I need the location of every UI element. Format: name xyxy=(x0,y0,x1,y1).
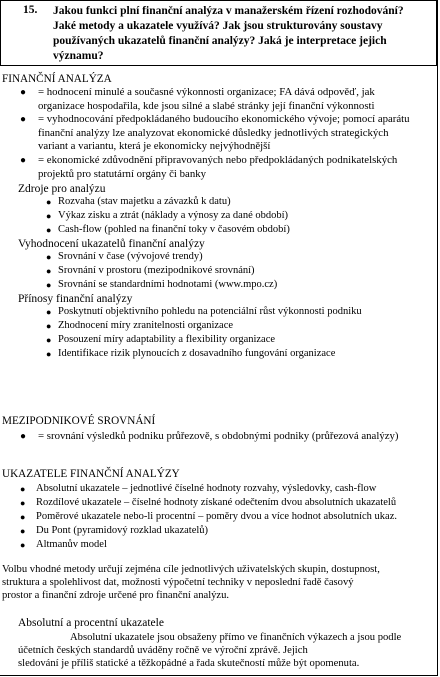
sources-heading: Zdroje pro analýzu xyxy=(18,183,106,195)
line: = vyhodnocování předpokládaného budoucího ekonomického vývoje; pomocí aparátu xyxy=(38,113,410,125)
bullet-icon: ● xyxy=(20,155,27,166)
bullet-icon: ● xyxy=(46,225,52,235)
paragraph xyxy=(2,563,436,603)
line: variant a variantu, která je ekonomicky nejvýhodnější xyxy=(38,140,271,152)
question-box xyxy=(0,0,437,66)
bullet-icon: ● xyxy=(20,484,26,494)
bullet-icon: ● xyxy=(46,335,52,345)
bullet-icon: ● xyxy=(20,498,26,508)
bullet-icon: ● xyxy=(46,321,52,331)
bullet-icon: ● xyxy=(20,512,26,522)
bullet-icon: ● xyxy=(46,211,52,221)
section-heading-fa: FINANČNÍ ANALÝZA xyxy=(2,73,112,85)
bullet-icon: ● xyxy=(46,252,52,262)
bullet-icon: ● xyxy=(46,349,52,359)
line: Volbu vhodné metody určují zejména cíle jednotlivých uživatelských skupin, dostupnost, xyxy=(2,564,380,575)
question-line: významu? xyxy=(53,50,104,62)
bullet-icon: ● xyxy=(20,114,27,125)
line: = ekonomické zdůvodnění připravovaných nebo předpokládaných podnikatelských xyxy=(38,154,398,166)
bullet-icon: ● xyxy=(20,431,27,442)
line: projektů pro statutární orgány či banky xyxy=(38,167,207,180)
line: finanční analýzy lze analyzovat ekonomické důsledky jednotlivých strategických xyxy=(38,126,389,139)
question-line: Jakou funkci plní finanční analýza v manažerském řízení rozhodování? xyxy=(53,5,404,17)
line: prostor a finanční zdroje určené pro finanční analýzu. xyxy=(2,590,230,602)
line: účetních českých standardů uváděny ročně ve výroční zprávě. Jejich xyxy=(18,645,308,657)
bullet-icon: ● xyxy=(20,540,26,550)
section-heading-uk: UKAZATELE FINANČNÍ ANALÝZY xyxy=(2,468,180,480)
line: struktura a spolehlivost dat, možnosti výpočetní techniky v neposlední řadě časový xyxy=(2,577,354,589)
question-number: 15. xyxy=(23,4,38,16)
bullet-icon: ● xyxy=(46,266,52,276)
question-text xyxy=(53,4,435,64)
bullet-icon: ● xyxy=(20,526,26,536)
line: organizace hospodařila, kde jsou silné a slabé stránky její finanční výkonnosti xyxy=(38,99,375,112)
section-heading-mezi: MEZIPODNIKOVÉ SROVNÁNÍ xyxy=(2,415,156,427)
benefits-heading: Přínosy finanční analýzy xyxy=(18,293,133,305)
bullet-icon: ● xyxy=(46,197,52,207)
absolute-heading: Absolutní a procentní ukazatele xyxy=(18,617,164,629)
line: Absolutní ukazatele jsou obsaženy přímo ve finančních výkazech a jsou podle xyxy=(70,632,402,643)
bullet-icon: ● xyxy=(20,87,27,98)
bullet-icon: ● xyxy=(46,307,52,317)
question-line: používaných ukazatelů finanční analýzy? Jaká je interpretace jejich xyxy=(53,35,387,47)
evaluation-heading: Vyhodnocení ukazatelů finanční analýzy xyxy=(18,238,205,250)
paragraph xyxy=(18,631,436,671)
line: = hodnocení minulé a současné výkonnosti organizace; FA dává odpověď, jak xyxy=(38,86,375,98)
document-page: 15. Jakou funkci plní finanční analýza v manažerském řízení rozhodování? Jaké metody a ukazatele využívá? Jak jsou strukturovány soustavy používaných ukazatelů finanční analýzy? Jaká je interpretace jejich významu? FINANČNÍ ANALÝZA ● = hodnocení minulé a současné výkonnosti organizace; FA dává odpověď, jak organizace hospodařila, kde jsou silné a slabé stránky její finanční výkonnosti ● = vyhodnocování předpokládaného budoucího ekonomického vývoje; pomocí aparátu finanční analýzy lze analyzovat ekonomické důsledky jednotlivých strategických variant a variantu, která je ekonomicky nejvýhodnější ● = ekonomické zdůvodnění připravovaných nebo předpokládaných podnikatelských projektů pro statutární orgány či banky Zdroje pro analýzu ● Rozvaha (stav majetku a závazků k datu) ● Výkaz zisku a ztrát (náklady a výnosy za dané období) ● Cash-flow (pohled na finanční toky v časovém období) Vyhodnocení ukazatelů finanční analýzy ● Srovnání v čase (vývojové trendy) ● Srovnání v prostoru (mezipodnikové srovnání) ● Srovnání se standardními hodnotami (www.mpo.cz) Přínosy finanční analýzy ● Poskytnutí objektivního pohledu na potenciální růst výkonnosti podniku ● Zhodnocení míry zranitelnosti organizace ● Posouzení míry adaptability a flexibility organizace ● Identifikace rizik plynoucích z dosavadního fungování organizace MEZIPODNIKOVÉ SROVNÁNÍ ● = srovnání výsledků podniku průřezově, s obdobnými podniky (průřezová analýzy) UKAZATELE FINANČNÍ ANALÝZY ● Absolutní ukazatele – jednotlivé číselné hodnoty rozvahy, výsledovky, cash-flow ● Rozdílové ukazatele – číselné hodnoty získané odečtením dvou absolutních ukazatelů ● Poměrové ukazatele nebo-li procentní – poměry dvou a více hodnot absolutních ukaz. ● Du Pont (pyramidový rozklad ukazatelů) ● Altmanův model Volbu vhodné metody určují zejména cíle jednotlivých uživatelských skupin, dostupnost, struktura a spolehlivost dat, možnosti výpočetní techniky v neposlední řadě časový prostor a finanční zdroje určené pro finanční analýzu. Absolutní a procentní ukazatele Absolutní ukazatele jsou obsaženy přímo ve finančních výkazech a jsou podle účetních českých standardů uváděny ročně ve výroční zprávě. Jejich sledování je příliš statické a těžkopádné a řada skutečností může být opomenuta. xyxy=(0,0,438,676)
question-line: Jaké metody a ukazatele využívá? Jak jsou strukturovány soustavy xyxy=(53,20,383,32)
bullet-icon: ● xyxy=(46,280,52,290)
line: sledování je příliš statické a těžkopádné a řada skutečností může být opomenuta. xyxy=(18,658,360,670)
